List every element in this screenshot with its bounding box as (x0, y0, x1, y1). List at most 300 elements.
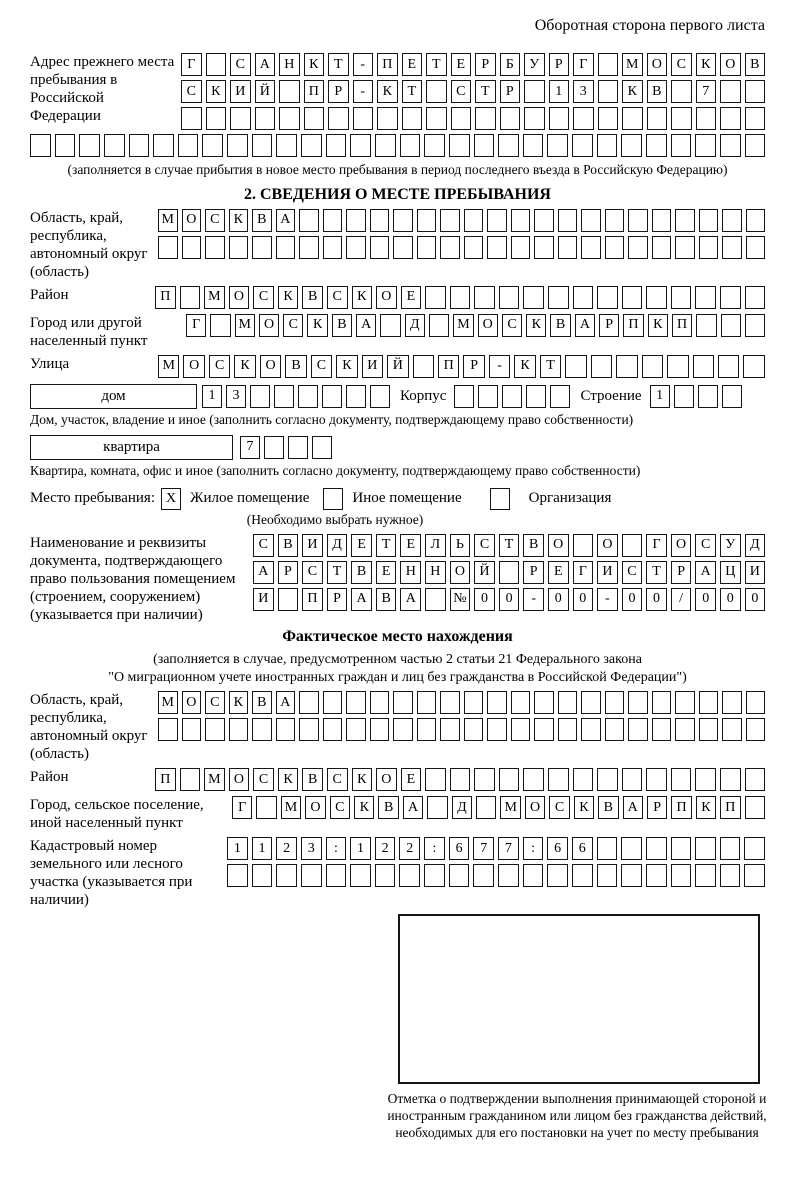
char-cell[interactable] (182, 236, 202, 259)
char-cell[interactable] (597, 134, 618, 157)
char-cell[interactable]: К (377, 80, 398, 103)
char-cell[interactable] (323, 691, 343, 714)
char-cell[interactable] (473, 864, 494, 887)
char-cell[interactable]: : (326, 837, 347, 860)
char-cell[interactable]: 7 (240, 436, 260, 459)
char-cell[interactable]: 7 (498, 837, 519, 860)
char-cell[interactable]: С (622, 561, 643, 584)
char-cell[interactable]: В (647, 80, 668, 103)
char-cell[interactable] (718, 355, 739, 378)
char-cell[interactable]: В (252, 691, 272, 714)
char-cell[interactable] (301, 864, 322, 887)
char-cell[interactable] (581, 209, 601, 232)
char-cell[interactable] (597, 286, 618, 309)
char-cell[interactable]: - (489, 355, 510, 378)
char-cell[interactable] (206, 53, 227, 76)
char-cell[interactable]: Д (327, 534, 348, 557)
char-cell[interactable]: 0 (646, 588, 667, 611)
char-cell[interactable]: П (155, 768, 176, 791)
char-cell[interactable] (400, 134, 421, 157)
char-cell[interactable] (523, 864, 544, 887)
char-cell[interactable]: Й (474, 561, 495, 584)
char-cell[interactable] (671, 107, 692, 130)
char-cell[interactable] (450, 768, 471, 791)
char-cell[interactable]: К (307, 314, 327, 337)
char-cell[interactable]: А (400, 588, 421, 611)
char-cell[interactable] (323, 236, 343, 259)
char-cell[interactable] (621, 134, 642, 157)
char-cell[interactable]: В (332, 314, 352, 337)
char-cell[interactable] (622, 534, 643, 557)
char-cell[interactable] (413, 355, 434, 378)
char-cell[interactable] (526, 385, 546, 408)
char-cell[interactable] (326, 864, 347, 887)
char-cell[interactable] (674, 385, 694, 408)
char-cell[interactable]: 0 (745, 588, 766, 611)
char-cell[interactable] (671, 286, 692, 309)
char-cell[interactable] (646, 837, 667, 860)
char-cell[interactable] (417, 691, 437, 714)
char-cell[interactable] (548, 768, 569, 791)
char-cell[interactable]: Т (646, 561, 667, 584)
char-cell[interactable] (547, 864, 568, 887)
char-cell[interactable]: С (253, 534, 274, 557)
char-cell[interactable] (581, 691, 601, 714)
char-cell[interactable] (720, 837, 741, 860)
char-cell[interactable]: 2 (276, 837, 297, 860)
char-cell[interactable]: Г (646, 534, 667, 557)
char-cell[interactable]: А (276, 209, 296, 232)
char-cell[interactable] (499, 286, 520, 309)
char-cell[interactable] (523, 768, 544, 791)
char-cell[interactable]: К (278, 768, 299, 791)
char-cell[interactable]: 0 (499, 588, 520, 611)
char-cell[interactable] (402, 107, 423, 130)
char-cell[interactable]: А (403, 796, 423, 819)
char-cell[interactable]: К (206, 80, 227, 103)
char-cell[interactable] (202, 134, 223, 157)
char-cell[interactable] (745, 286, 766, 309)
char-cell[interactable] (440, 209, 460, 232)
char-cell[interactable]: К (574, 796, 594, 819)
char-cell[interactable]: 1 (202, 385, 222, 408)
char-cell[interactable] (346, 385, 366, 408)
char-cell[interactable]: Й (387, 355, 408, 378)
char-cell[interactable]: Р (475, 53, 496, 76)
char-cell[interactable]: Р (671, 561, 692, 584)
char-cell[interactable] (502, 385, 522, 408)
char-cell[interactable]: О (478, 314, 498, 337)
char-cell[interactable] (572, 134, 593, 157)
char-cell[interactable]: П (304, 80, 325, 103)
char-cell[interactable]: Б (500, 53, 521, 76)
char-cell[interactable] (288, 436, 308, 459)
char-cell[interactable]: И (253, 588, 274, 611)
char-cell[interactable]: О (260, 355, 281, 378)
char-cell[interactable]: Д (452, 796, 472, 819)
char-cell[interactable] (440, 718, 460, 741)
char-cell[interactable] (652, 718, 672, 741)
char-cell[interactable]: Е (451, 53, 472, 76)
char-cell[interactable]: В (278, 534, 299, 557)
char-cell[interactable]: В (376, 588, 397, 611)
char-cell[interactable] (671, 864, 692, 887)
char-cell[interactable] (370, 718, 390, 741)
char-cell[interactable] (581, 236, 601, 259)
char-cell[interactable]: В (351, 561, 372, 584)
char-cell[interactable] (326, 134, 347, 157)
char-cell[interactable]: М (204, 286, 225, 309)
char-cell[interactable]: П (438, 355, 459, 378)
char-cell[interactable] (534, 209, 554, 232)
char-cell[interactable] (346, 718, 366, 741)
char-cell[interactable]: 3 (573, 80, 594, 103)
char-cell[interactable] (675, 209, 695, 232)
char-cell[interactable]: : (523, 837, 544, 860)
char-cell[interactable] (370, 385, 390, 408)
char-cell[interactable] (380, 314, 400, 337)
char-cell[interactable] (581, 718, 601, 741)
char-cell[interactable]: Ь (450, 534, 471, 557)
char-cell[interactable] (744, 837, 765, 860)
char-cell[interactable]: А (276, 691, 296, 714)
char-cell[interactable] (464, 209, 484, 232)
char-cell[interactable]: О (671, 534, 692, 557)
char-cell[interactable] (695, 768, 716, 791)
char-cell[interactable] (652, 691, 672, 714)
char-cell[interactable] (605, 718, 625, 741)
char-cell[interactable] (699, 209, 719, 232)
char-cell[interactable] (621, 864, 642, 887)
char-cell[interactable] (722, 385, 742, 408)
char-cell[interactable] (628, 209, 648, 232)
checkbox-other-premises[interactable] (323, 488, 343, 510)
char-cell[interactable] (720, 107, 741, 130)
char-cell[interactable] (304, 107, 325, 130)
char-cell[interactable] (158, 718, 178, 741)
char-cell[interactable]: П (672, 314, 692, 337)
char-cell[interactable]: Р (500, 80, 521, 103)
char-cell[interactable]: В (550, 314, 570, 337)
char-cell[interactable] (227, 864, 248, 887)
char-cell[interactable] (722, 718, 742, 741)
char-cell[interactable] (299, 209, 319, 232)
char-cell[interactable]: Т (499, 534, 520, 557)
char-cell[interactable]: К (304, 53, 325, 76)
char-cell[interactable]: В (745, 53, 766, 76)
char-cell[interactable] (722, 209, 742, 232)
char-cell[interactable]: Е (351, 534, 372, 557)
char-cell[interactable] (598, 107, 619, 130)
char-cell[interactable]: О (525, 796, 545, 819)
char-cell[interactable]: Р (278, 561, 299, 584)
char-cell[interactable]: К (352, 286, 373, 309)
char-cell[interactable] (264, 436, 284, 459)
char-cell[interactable]: А (356, 314, 376, 337)
char-cell[interactable]: И (745, 561, 766, 584)
char-cell[interactable] (597, 864, 618, 887)
char-cell[interactable] (720, 768, 741, 791)
char-cell[interactable] (652, 236, 672, 259)
char-cell[interactable] (722, 236, 742, 259)
char-cell[interactable]: П (720, 796, 740, 819)
char-cell[interactable]: М (158, 209, 178, 232)
char-cell[interactable]: Г (232, 796, 252, 819)
char-cell[interactable] (476, 796, 496, 819)
char-cell[interactable]: Т (475, 80, 496, 103)
char-cell[interactable] (487, 718, 507, 741)
char-cell[interactable]: А (255, 53, 276, 76)
char-cell[interactable] (440, 691, 460, 714)
char-cell[interactable]: С (671, 53, 692, 76)
char-cell[interactable] (573, 534, 594, 557)
char-cell[interactable] (696, 314, 716, 337)
char-cell[interactable] (534, 691, 554, 714)
char-cell[interactable]: 1 (549, 80, 570, 103)
char-cell[interactable]: В (598, 796, 618, 819)
char-cell[interactable]: С (327, 286, 348, 309)
char-cell[interactable] (323, 718, 343, 741)
char-cell[interactable] (695, 837, 716, 860)
char-cell[interactable] (312, 436, 332, 459)
char-cell[interactable] (205, 718, 225, 741)
char-cell[interactable]: И (362, 355, 383, 378)
char-cell[interactable]: С (311, 355, 332, 378)
char-cell[interactable]: К (696, 796, 716, 819)
char-cell[interactable]: Р (599, 314, 619, 337)
char-cell[interactable]: Р (463, 355, 484, 378)
char-cell[interactable]: Е (548, 561, 569, 584)
char-cell[interactable]: С (205, 691, 225, 714)
char-cell[interactable] (426, 80, 447, 103)
char-cell[interactable] (464, 691, 484, 714)
char-cell[interactable] (558, 691, 578, 714)
char-cell[interactable] (153, 134, 174, 157)
char-cell[interactable]: 1 (650, 385, 670, 408)
char-cell[interactable] (299, 718, 319, 741)
char-cell[interactable]: К (622, 80, 643, 103)
char-cell[interactable] (450, 286, 471, 309)
char-cell[interactable]: А (623, 796, 643, 819)
char-cell[interactable] (478, 385, 498, 408)
char-cell[interactable]: 6 (547, 837, 568, 860)
char-cell[interactable] (721, 314, 741, 337)
char-cell[interactable] (256, 796, 276, 819)
char-cell[interactable] (454, 385, 474, 408)
char-cell[interactable] (572, 864, 593, 887)
char-cell[interactable] (675, 236, 695, 259)
char-cell[interactable]: Р (327, 588, 348, 611)
char-cell[interactable]: П (155, 286, 176, 309)
char-cell[interactable]: - (353, 53, 374, 76)
char-cell[interactable]: Г (186, 314, 206, 337)
char-cell[interactable] (646, 768, 667, 791)
char-cell[interactable]: Е (401, 286, 422, 309)
char-cell[interactable]: О (450, 561, 471, 584)
char-cell[interactable]: / (671, 588, 692, 611)
char-cell[interactable]: С (205, 209, 225, 232)
char-cell[interactable] (252, 236, 272, 259)
char-cell[interactable] (698, 385, 718, 408)
char-cell[interactable]: А (695, 561, 716, 584)
char-cell[interactable] (375, 864, 396, 887)
char-cell[interactable] (449, 134, 470, 157)
char-cell[interactable] (642, 355, 663, 378)
char-cell[interactable]: Г (573, 53, 594, 76)
char-cell[interactable]: - (597, 588, 618, 611)
char-cell[interactable]: О (259, 314, 279, 337)
char-cell[interactable] (667, 355, 688, 378)
char-cell[interactable]: Г (181, 53, 202, 76)
char-cell[interactable] (511, 209, 531, 232)
char-cell[interactable] (695, 864, 716, 887)
char-cell[interactable] (229, 236, 249, 259)
char-cell[interactable]: К (696, 53, 717, 76)
checkbox-residential[interactable]: X (161, 488, 181, 510)
char-cell[interactable] (206, 107, 227, 130)
char-cell[interactable]: М (453, 314, 473, 337)
char-cell[interactable]: В (523, 534, 544, 557)
char-cell[interactable] (255, 107, 276, 130)
char-cell[interactable] (500, 107, 521, 130)
char-cell[interactable] (474, 286, 495, 309)
char-cell[interactable] (451, 107, 472, 130)
char-cell[interactable]: 6 (449, 837, 470, 860)
char-cell[interactable] (699, 236, 719, 259)
char-cell[interactable] (675, 691, 695, 714)
char-cell[interactable]: С (502, 314, 522, 337)
char-cell[interactable]: 6 (572, 837, 593, 860)
char-cell[interactable]: Р (523, 561, 544, 584)
char-cell[interactable] (180, 286, 201, 309)
char-cell[interactable] (745, 107, 766, 130)
char-cell[interactable]: Д (405, 314, 425, 337)
char-cell[interactable]: О (305, 796, 325, 819)
char-cell[interactable] (474, 768, 495, 791)
char-cell[interactable]: С (302, 561, 323, 584)
char-cell[interactable]: : (424, 837, 445, 860)
char-cell[interactable] (720, 864, 741, 887)
char-cell[interactable] (720, 134, 741, 157)
char-cell[interactable] (205, 236, 225, 259)
char-cell[interactable] (524, 80, 545, 103)
char-cell[interactable] (499, 768, 520, 791)
char-cell[interactable]: У (524, 53, 545, 76)
char-cell[interactable]: С (253, 768, 274, 791)
char-cell[interactable] (605, 209, 625, 232)
char-cell[interactable] (393, 718, 413, 741)
char-cell[interactable] (230, 107, 251, 130)
char-cell[interactable] (346, 209, 366, 232)
char-cell[interactable] (646, 286, 667, 309)
char-cell[interactable] (745, 80, 766, 103)
char-cell[interactable] (55, 134, 76, 157)
char-cell[interactable]: С (209, 355, 230, 378)
char-cell[interactable] (301, 134, 322, 157)
char-cell[interactable] (573, 286, 594, 309)
char-cell[interactable] (227, 134, 248, 157)
char-cell[interactable] (475, 107, 496, 130)
char-cell[interactable]: О (720, 53, 741, 76)
char-cell[interactable] (424, 864, 445, 887)
char-cell[interactable] (353, 107, 374, 130)
char-cell[interactable]: И (597, 561, 618, 584)
char-cell[interactable] (393, 236, 413, 259)
char-cell[interactable]: С (181, 80, 202, 103)
char-cell[interactable]: О (183, 355, 204, 378)
char-cell[interactable] (498, 134, 519, 157)
char-cell[interactable] (699, 718, 719, 741)
char-cell[interactable] (279, 80, 300, 103)
char-cell[interactable] (605, 691, 625, 714)
char-cell[interactable]: С (451, 80, 472, 103)
char-cell[interactable]: Н (279, 53, 300, 76)
char-cell[interactable] (671, 837, 692, 860)
char-cell[interactable] (487, 691, 507, 714)
char-cell[interactable] (745, 134, 766, 157)
char-cell[interactable] (375, 134, 396, 157)
char-cell[interactable] (104, 134, 125, 157)
char-cell[interactable]: 3 (226, 385, 246, 408)
char-cell[interactable]: Р (328, 80, 349, 103)
char-cell[interactable] (474, 134, 495, 157)
char-cell[interactable]: С (474, 534, 495, 557)
char-cell[interactable]: 3 (301, 837, 322, 860)
char-cell[interactable] (652, 209, 672, 232)
char-cell[interactable]: Т (328, 53, 349, 76)
char-cell[interactable]: М (281, 796, 301, 819)
char-cell[interactable] (598, 80, 619, 103)
char-cell[interactable]: - (523, 588, 544, 611)
char-cell[interactable] (534, 718, 554, 741)
char-cell[interactable]: Д (745, 534, 766, 557)
char-cell[interactable]: В (302, 768, 323, 791)
char-cell[interactable]: У (720, 534, 741, 557)
char-cell[interactable] (746, 691, 766, 714)
char-cell[interactable] (550, 385, 570, 408)
char-cell[interactable]: С (695, 534, 716, 557)
char-cell[interactable] (745, 314, 765, 337)
char-cell[interactable]: С (549, 796, 569, 819)
char-cell[interactable] (274, 385, 294, 408)
char-cell[interactable]: А (351, 588, 372, 611)
char-cell[interactable]: 1 (227, 837, 248, 860)
char-cell[interactable]: 0 (474, 588, 495, 611)
char-cell[interactable] (547, 134, 568, 157)
char-cell[interactable] (671, 768, 692, 791)
char-cell[interactable] (393, 209, 413, 232)
char-cell[interactable]: К (229, 209, 249, 232)
char-cell[interactable]: Р (647, 796, 667, 819)
char-cell[interactable] (279, 107, 300, 130)
char-cell[interactable] (523, 134, 544, 157)
char-cell[interactable]: Т (426, 53, 447, 76)
char-cell[interactable] (429, 314, 449, 337)
char-cell[interactable]: Г (573, 561, 594, 584)
char-cell[interactable] (464, 236, 484, 259)
char-cell[interactable] (565, 355, 586, 378)
char-cell[interactable] (695, 134, 716, 157)
char-cell[interactable]: П (377, 53, 398, 76)
char-cell[interactable]: А (253, 561, 274, 584)
char-cell[interactable] (621, 837, 642, 860)
char-cell[interactable] (646, 134, 667, 157)
char-cell[interactable] (591, 355, 612, 378)
char-cell[interactable] (548, 286, 569, 309)
char-cell[interactable]: К (234, 355, 255, 378)
char-cell[interactable]: О (229, 768, 250, 791)
char-cell[interactable] (696, 107, 717, 130)
